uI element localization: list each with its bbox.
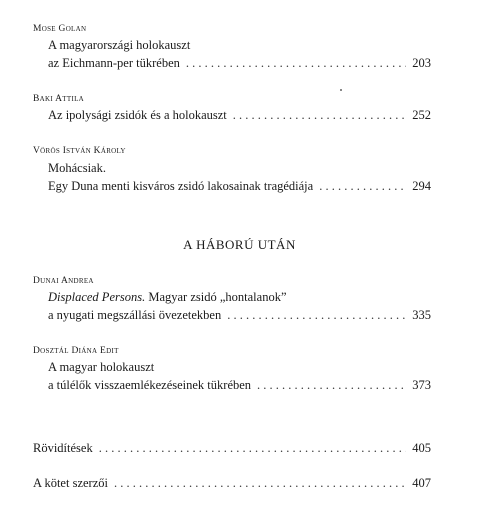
back-matter-title: A kötet szerzői [33,476,108,490]
page-number: 203 [412,56,431,70]
chapter-title: Egy Duna menti kisváros zsidó lakosainak tragédiája [48,179,314,193]
chapter-title-line [48,37,431,53]
chapter-title: Az ipolysági zsidók és a holokauszt [48,108,227,122]
dot-leader [227,307,406,323]
chapter-title: az Eichmann-per tükrében [48,56,180,70]
dot-leader [186,55,406,71]
chapter-title: a nyugati megszállási övezetekben [48,308,222,322]
toc-entry[interactable] [48,307,431,323]
toc-entry[interactable] [48,377,431,393]
author-name: Vörös István Károly [33,146,126,156]
toc-entry[interactable] [33,440,431,456]
chapter-title-line [48,289,431,305]
back-matter-title: Rövidítések [33,441,93,455]
chapter-title-line [48,160,431,176]
section-heading: A HÁBORÚ UTÁN [183,237,296,252]
page-number: 252 [412,108,431,122]
chapter-title-rest: Magyar zsidó „hontalanok” [145,290,287,304]
stray-mark [340,89,342,91]
dot-leader [114,475,406,491]
chapter-title-line [48,359,431,375]
page-number: 294 [412,179,431,193]
author-name: Dosztál Diána Edit [33,346,119,356]
dot-leader [319,178,406,194]
author-name: Baki Attila [33,94,85,104]
dot-leader [99,440,407,456]
author-name: Mose Golan [33,24,87,34]
chapter-title: Mohácsiak. [48,161,106,175]
toc-entry[interactable] [48,178,431,194]
chapter-title [48,290,287,304]
page-number: 373 [412,378,431,392]
dot-leader [233,107,406,123]
chapter-title-italic: Displaced Persons. [48,290,146,304]
dot-leader [257,377,406,393]
toc-entry[interactable] [33,475,431,491]
author-name: Dunai Andrea [33,276,94,286]
toc-entry[interactable] [48,107,431,123]
page-number: 407 [412,476,431,490]
toc-entry[interactable] [48,55,431,71]
page-number: 405 [412,441,431,455]
chapter-title: a túlélők visszaemlékezéseinek tükrében [48,378,252,392]
page-number: 335 [412,308,431,322]
chapter-title: A magyarországi holokauszt [48,38,191,52]
chapter-title: A magyar holokauszt [48,360,155,374]
